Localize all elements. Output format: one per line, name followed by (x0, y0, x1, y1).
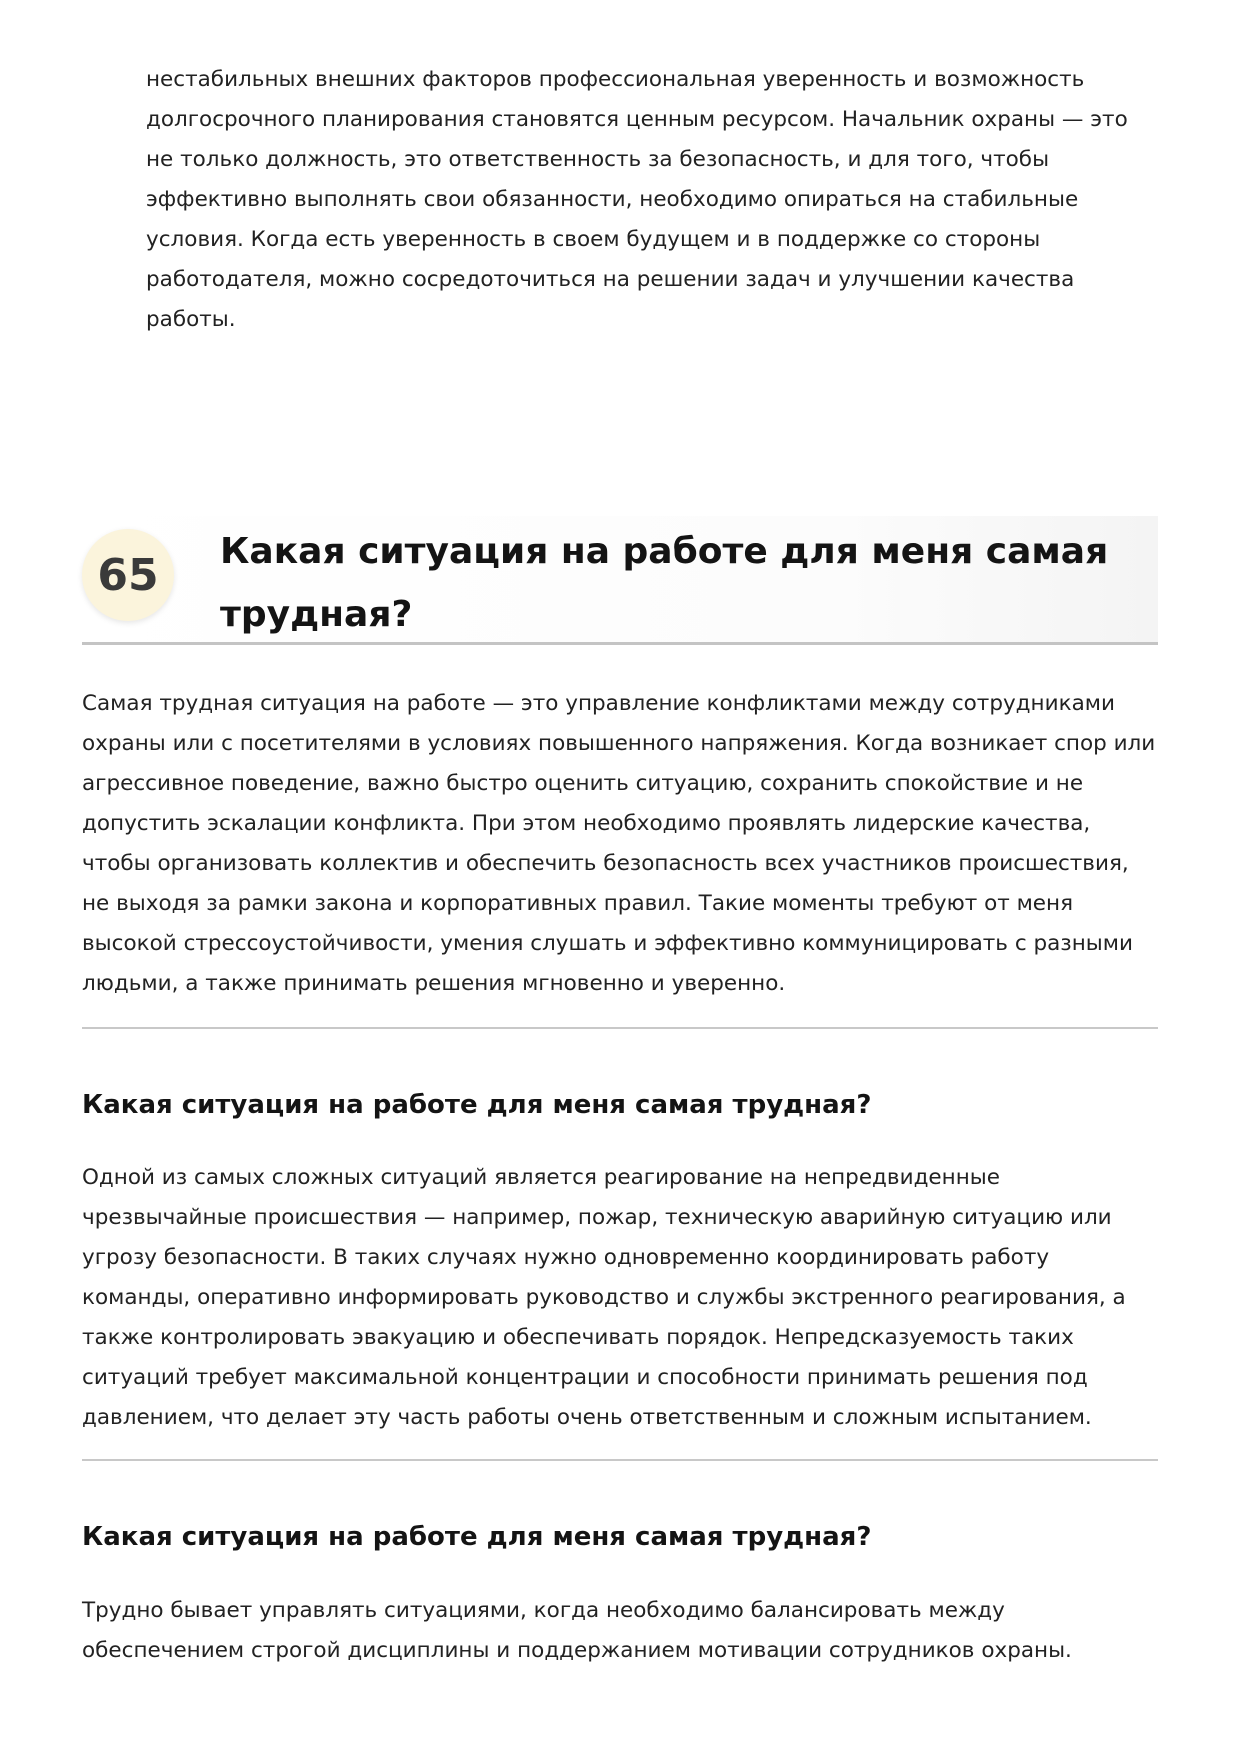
answer-heading-2: Какая ситуация на работе для меня самая трудная? (82, 1090, 872, 1120)
section-divider (82, 1459, 1158, 1461)
answer-heading-3: Какая ситуация на работе для меня самая трудная? (82, 1522, 872, 1552)
section-divider (82, 1027, 1158, 1029)
question-header (82, 516, 1158, 645)
question-number-badge: 65 (82, 529, 174, 621)
answer-paragraph-3: Трудно бывает управлять ситуациями, когда необходимо балансировать между обеспечением строгой дисциплины и поддержанием мотивации сотрудников охраны. (82, 1598, 1072, 1663)
answer-paragraph-1: Самая трудная ситуация на работе — это управление конфликтами между сотрудниками охраны или с посетителями в условиях повышенного напряжения. Когда возникает спор или агрессивное поведение, важно быстро оценить ситуацию, сохранить спокойствие и не допустить эскалации конфликта. При этом необходимо проявлять лидерские качества, чтобы организовать коллектив и обеспечить безопасность всех участников происшествия, не выходя за рамки закона и корпоративных правил. Такие моменты требуют от меня высокой стрессоустойчивости, умения слушать и эффективно коммуницировать с разными людьми, а также принимать решения мгновенно и уверенно. (82, 691, 1156, 996)
answer-paragraph-2: Одной из самых сложных ситуаций является реагирование на непредвиденные чрезвычайные происшествия — например, пожар, техническую аварийную ситуацию или угрозу безопасности. В таких случаях нужно одновременно координировать работу команды, оперативно информировать руководство и службы экстренного реагирования, а также контролировать эвакуацию и обеспечивать порядок. Непредсказуемость таких ситуаций требует максимальной концентрации и способности принимать решения под давлением, что делает эту часть работы очень ответственным и сложным испытанием. (82, 1165, 1126, 1430)
intro-paragraph: нестабильных внешних факторов профессиональная уверенность и возможность долгосрочного планирования становятся ценным ресурсом. Начальник охраны — это не только должность, это ответственность за безопасность, и для того, чтобы эффективно выполнять свои обязанности, необходимо опираться на стабильные условия. Когда есть уверенность в своем будущем и в поддержке со стороны работодателя, можно сосредоточиться на решении задач и улучшении качества работы. (146, 67, 1128, 332)
question-title: Какая ситуация на работе для меня самая трудная? (220, 531, 1109, 635)
